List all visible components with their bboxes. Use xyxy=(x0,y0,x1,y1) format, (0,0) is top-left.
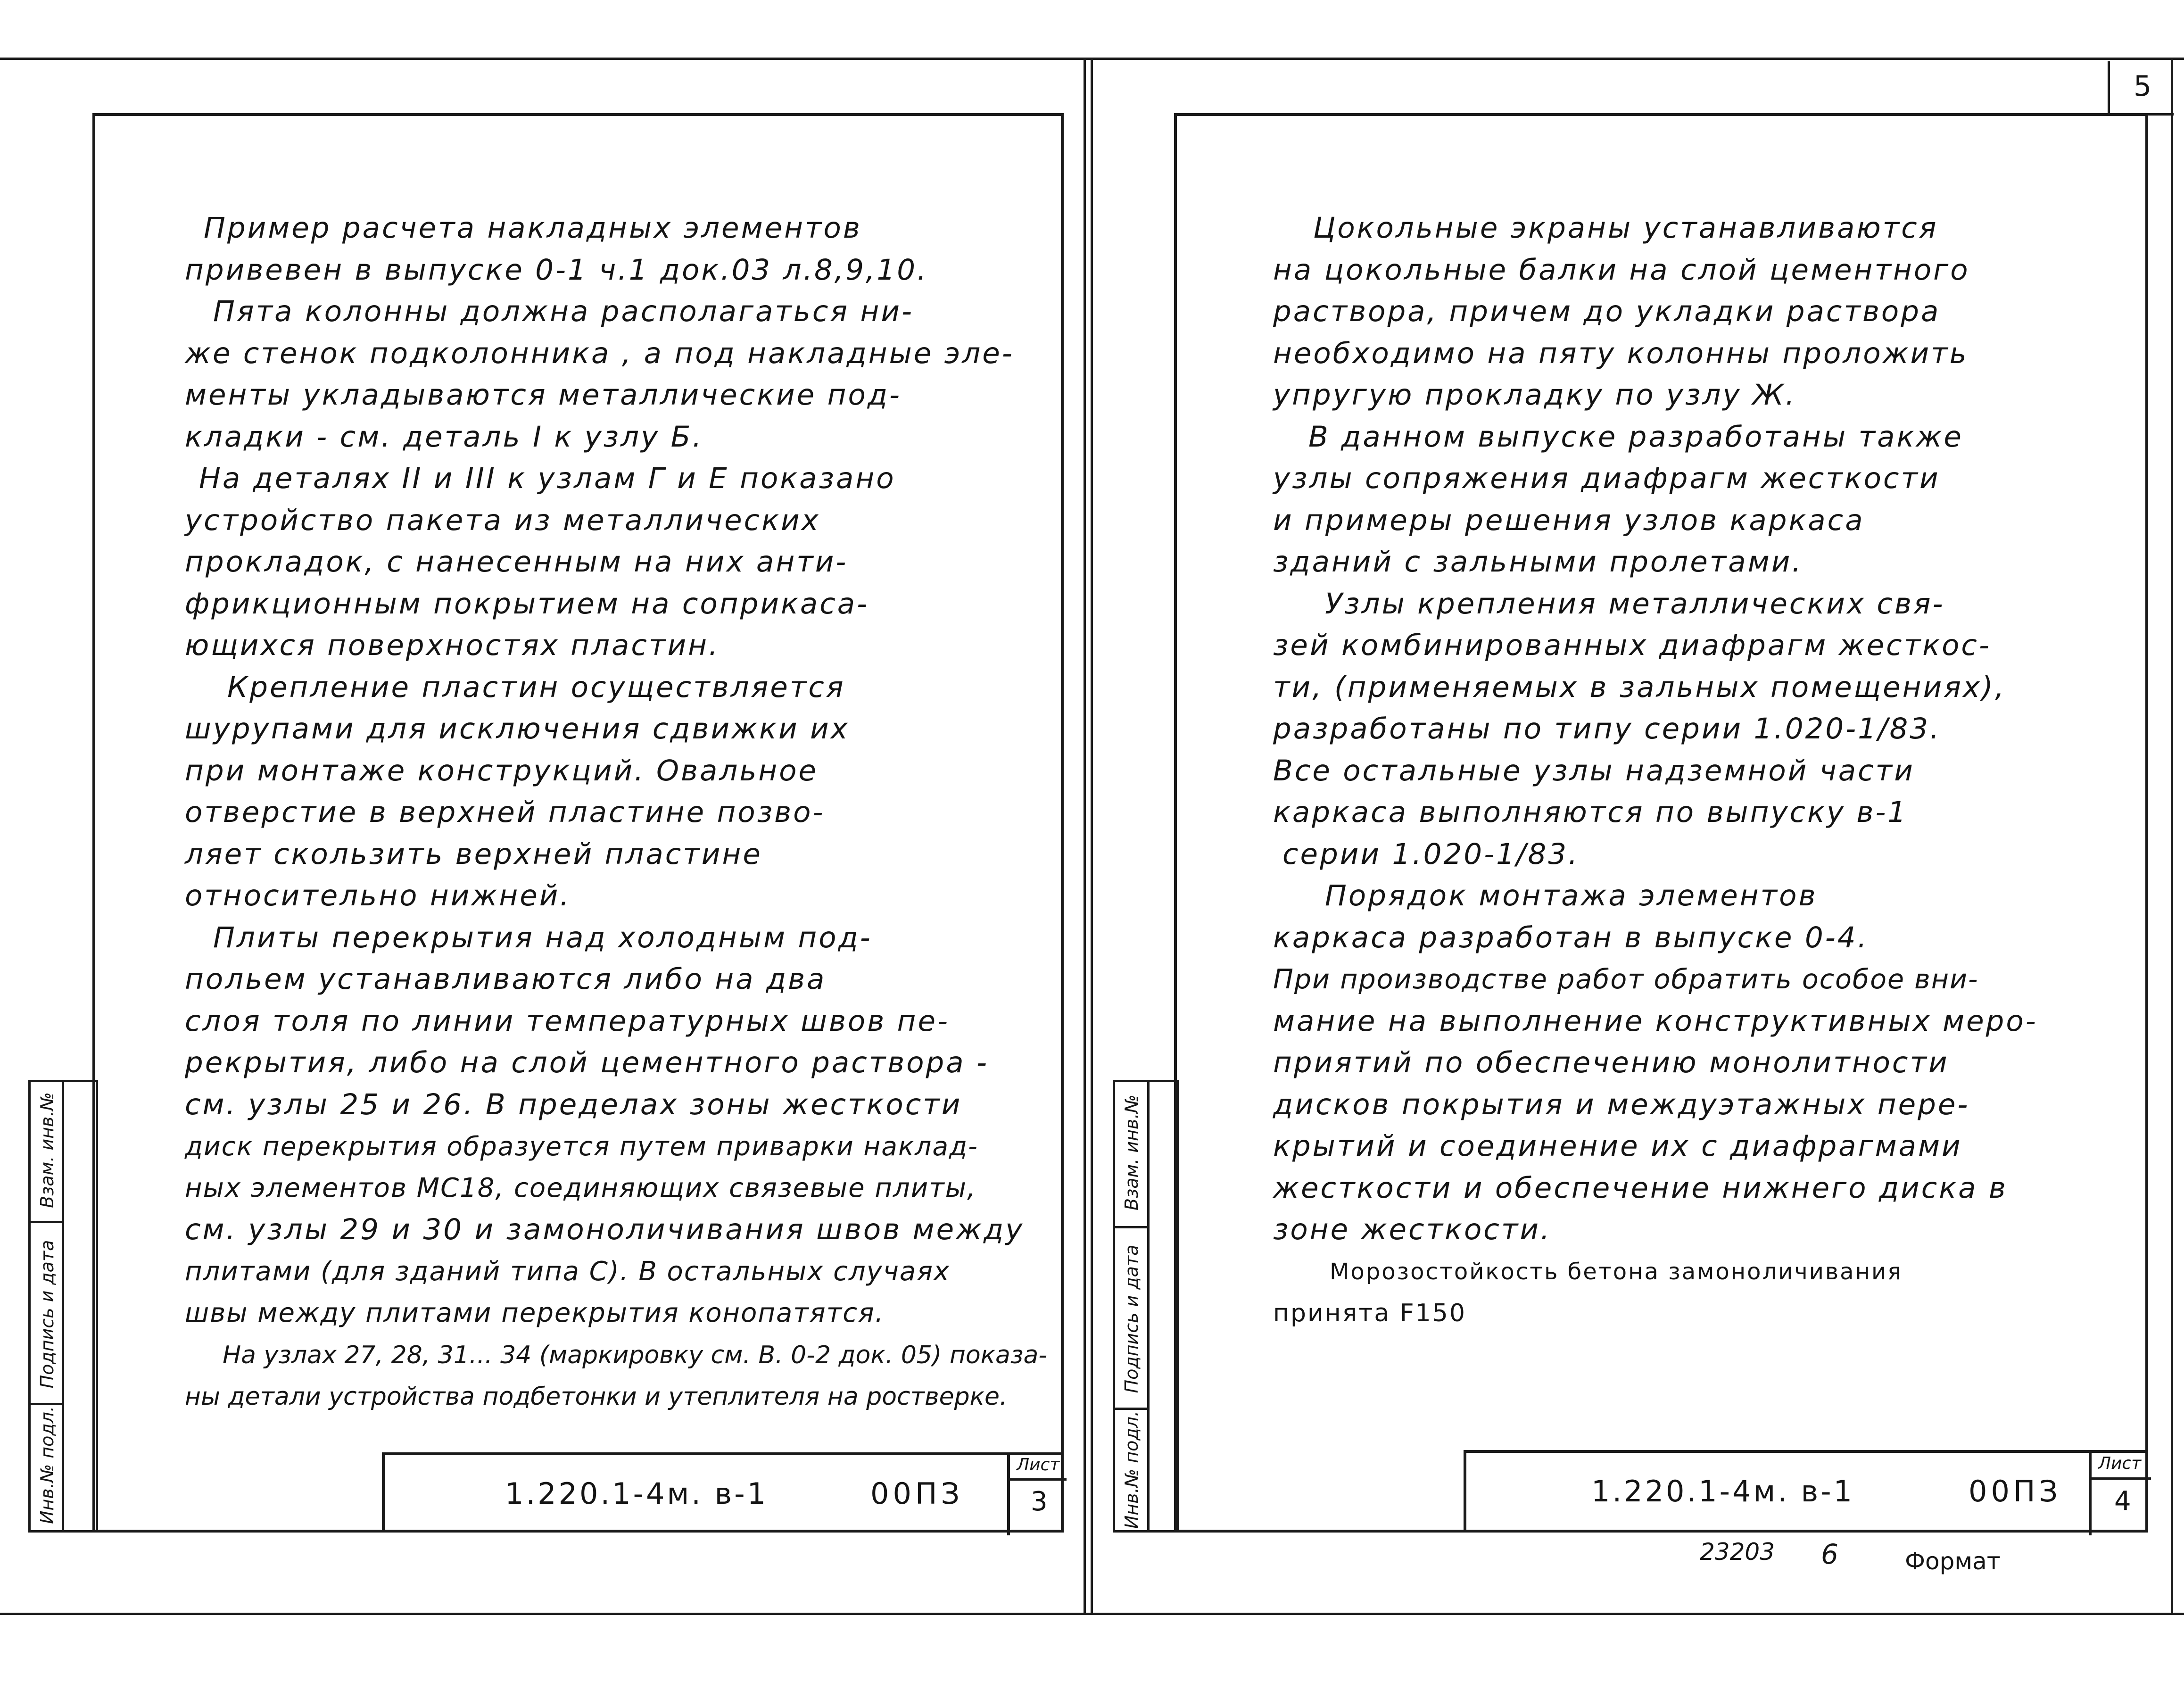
left-page-text xyxy=(185,207,1062,1418)
left-line-17: относительно нижней. xyxy=(185,879,571,912)
right-line-21: приятий по обеспечению монолитности xyxy=(1273,1046,1949,1079)
left-doc-code: 1.220.1-4м. в-1 xyxy=(505,1476,769,1511)
right-line-19: При производстве работ обратить особое вни- xyxy=(1273,964,1979,995)
left-doc-id: 00ПЗ xyxy=(870,1476,964,1511)
left-sheet-box xyxy=(1007,1452,1067,1535)
left-line-25: см. узлы 29 и 30 и замоноличивания швов между xyxy=(185,1213,1025,1246)
right-line-11: зей комбинированных диафрагм жесткос- xyxy=(1273,629,1991,662)
left-line-14: при монтаже конструкций. Овальное xyxy=(185,754,819,787)
right-line-24: жесткости и обеспечение нижнего диска в xyxy=(1273,1171,2008,1205)
left-line-23: диск перекрытия образуется путем приварки наклад- xyxy=(185,1131,978,1161)
right-sheet-label: Лист xyxy=(2098,1454,2142,1473)
right-line-7: узлы сопряжения диафрагм жесткости xyxy=(1273,462,1940,495)
right-line-23: крытий и соединение их с диафрагмами xyxy=(1273,1129,1962,1163)
right-line-1: Цокольные экраны устанавливаются xyxy=(1313,211,1938,245)
right-line-4: необходимо на пяту колонны проложить xyxy=(1273,336,1969,370)
left-line-3: Пята колонны должна располагаться ни- xyxy=(213,295,914,328)
left-line-27: швы между плитами перекрытия конопатятся. xyxy=(185,1298,885,1328)
left-side-col-divider xyxy=(62,1082,64,1530)
left-line-28: На узлах 27, 28, 31... 34 (маркировку см. В. 0-2 док. 05) показа- xyxy=(223,1341,1048,1369)
center-divider-line xyxy=(1084,58,1086,1614)
right-line-14: Все остальные узлы надземной части xyxy=(1273,754,1915,787)
right-side-col-divider xyxy=(1147,1082,1150,1530)
left-line-9: прокладок, с нанесенным на них анти- xyxy=(185,545,848,579)
right-edge-line xyxy=(2171,58,2173,1614)
right-side-vzam-label: Взам. инв.№ xyxy=(1121,1094,1142,1210)
left-title-block xyxy=(382,1452,1064,1533)
right-sheet-divider xyxy=(2092,1477,2151,1480)
left-sheet-divider xyxy=(1010,1478,1067,1481)
left-sheet-label: Лист xyxy=(1017,1455,1060,1475)
format-label: Формат xyxy=(1905,1548,2001,1575)
right-sheet-box xyxy=(2089,1450,2151,1535)
right-line-26: Морозостойкость бетона замоноличивания xyxy=(1330,1258,1903,1285)
right-line-16: серии 1.020-1/83. xyxy=(1282,837,1580,871)
right-line-15: каркаса выполняются по выпуску в-1 xyxy=(1273,795,1908,829)
left-line-1: Пример расчета накладных элементов xyxy=(204,211,862,245)
left-line-19: польем устанавливаются либо на два xyxy=(185,962,827,996)
left-side-sign-label: Подпись и дата xyxy=(37,1240,58,1389)
left-side-row-divider-1 xyxy=(31,1221,62,1223)
left-side-inv-label: Инв.№ подл. xyxy=(37,1406,58,1525)
right-title-block xyxy=(1464,1450,2148,1533)
left-line-5: менты укладываются металлические под- xyxy=(185,378,902,412)
right-line-22: дисков покрытия и междуэтажных пере- xyxy=(1273,1087,1970,1121)
left-sheet-number: 3 xyxy=(1031,1486,1048,1517)
right-line-3: раствора, причем до укладки раствора xyxy=(1273,295,1941,328)
archive-number: 23203 xyxy=(1700,1538,1775,1566)
right-side-inv-label: Инв.№ подл. xyxy=(1121,1410,1142,1529)
right-side-stamp xyxy=(1113,1080,1179,1533)
right-side-row-divider-1 xyxy=(1115,1226,1147,1228)
left-line-11: ющихся поверхностях пластин. xyxy=(185,629,720,662)
left-line-24: ных элементов МС18, соединяющих связевые плиты, xyxy=(185,1172,976,1203)
right-line-9: зданий с зальными пролетами. xyxy=(1273,545,1803,579)
left-line-16: ляет скользить верхней пластине xyxy=(185,837,762,871)
right-line-27: принята F150 xyxy=(1273,1299,1466,1327)
right-line-5: упругую прокладку по узлу Ж. xyxy=(1273,378,1797,412)
left-line-4: же стенок подколонника , а под накладные эле- xyxy=(185,336,1014,370)
left-line-29: ны детали устройства подбетонки и утеплителя на ростверке. xyxy=(185,1383,1008,1411)
right-line-20: мание на выполнение конструктивных меро- xyxy=(1273,1004,2038,1038)
right-sheet-number: 4 xyxy=(2114,1486,2131,1516)
left-line-7: На деталях II и III к узлам Г и Е показано xyxy=(199,462,896,495)
left-line-6: кладки - см. деталь I к узлу Б. xyxy=(185,420,703,454)
page-number-box xyxy=(2108,61,2174,116)
left-line-21: рекрытия, либо на слой цементного раствора - xyxy=(185,1046,989,1079)
left-line-10: фрикционным покрытием на соприкаса- xyxy=(185,587,869,621)
left-side-stamp xyxy=(28,1080,98,1533)
right-line-2: на цокольные балки на слой цементного xyxy=(1273,253,1970,287)
left-line-8: устройство пакета из металлических xyxy=(185,503,820,537)
left-line-13: шурупами для исключения сдвижки их xyxy=(185,712,850,746)
left-line-20: слоя толя по линии температурных швов пе- xyxy=(185,1004,950,1038)
right-line-12: ти, (применяемых в зальных помещениях), xyxy=(1273,670,2006,704)
left-side-vzam-label: Взам. инв.№ xyxy=(37,1092,58,1208)
center-divider-line-2 xyxy=(1091,58,1093,1614)
left-line-22: см. узлы 25 и 26. В пределах зоны жесткости xyxy=(185,1087,962,1121)
right-doc-id: 00ПЗ xyxy=(1969,1474,2062,1508)
copy-number: 6 xyxy=(1821,1538,1838,1570)
right-line-10: Узлы крепления металлических свя- xyxy=(1325,587,1945,621)
right-line-25: зоне жесткости. xyxy=(1273,1213,1552,1246)
left-line-18: Плиты перекрытия над холодным под- xyxy=(213,920,872,954)
right-line-13: разработаны по типу серии 1.020-1/83. xyxy=(1273,712,1941,746)
left-line-15: отверстие в верхней пластине позво- xyxy=(185,795,825,829)
left-line-26: плитами (для зданий типа С). В остальных случаях xyxy=(185,1256,951,1287)
right-line-18: каркаса разработан в выпуске 0-4. xyxy=(1273,920,1869,954)
right-side-sign-label: Подпись и дата xyxy=(1121,1244,1142,1393)
page-number: 5 xyxy=(2134,70,2152,103)
right-line-8: и примеры решения узлов каркаса xyxy=(1273,503,1865,537)
left-line-12: Крепление пластин осуществляется xyxy=(227,670,845,704)
right-line-17: Порядок монтажа элементов xyxy=(1325,879,1818,912)
right-line-6: В данном выпуске разработаны также xyxy=(1308,420,1963,454)
right-doc-code: 1.220.1-4м. в-1 xyxy=(1591,1474,1855,1508)
left-line-2: привевен в выпуске 0-1 ч.1 док.03 л.8,9,10. xyxy=(185,253,928,287)
right-page-text xyxy=(1273,207,2141,1334)
